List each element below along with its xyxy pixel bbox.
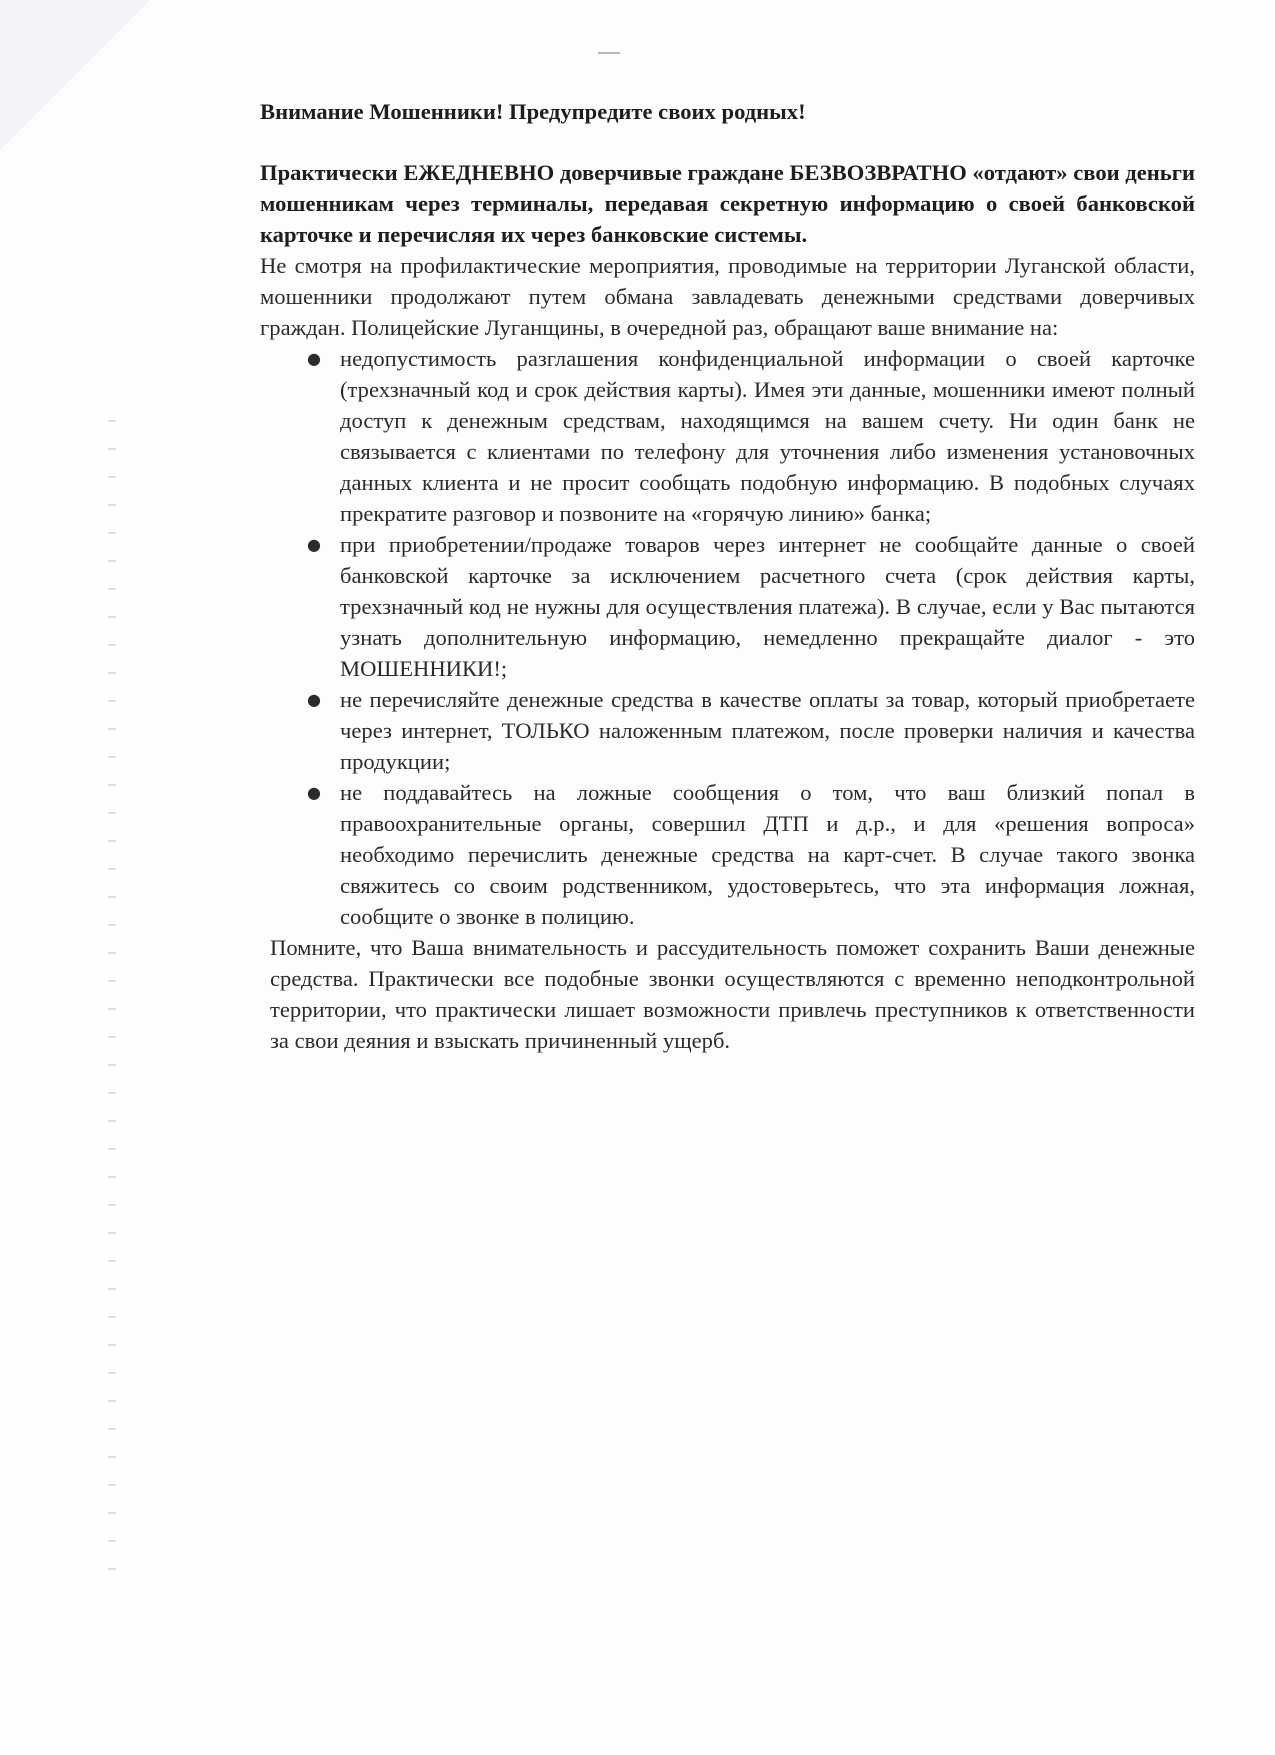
list-item-text: не поддавайтесь на ложные сообщения о том, что ваш близкий попал в правоохранительные органы, совершил ДТП и д.р., и для «решения вопроса» необходимо перечислить денежные средства на карт-счет. В случае такого звонка свяжитесь со своим родственником, удостоверьтесь, что эта информация ложная, сообщите о звонке в полицию. <box>340 780 1195 929</box>
bullet-dot-icon: ● <box>307 783 321 802</box>
folded-corner-shadow <box>0 0 150 150</box>
bullet-dot-icon: ● <box>307 349 321 368</box>
warning-list <box>260 343 1195 932</box>
bullet-dot-icon: ● <box>307 535 321 554</box>
lead-paragraph: Практически ЕЖЕДНЕВНО доверчивые граждане БЕЗВОЗВРАТНО «отдают» свои деньги мошенникам через терминалы, передавая секретную информацию о своей банковской карточке и перечисляя их через банковские системы. <box>260 160 1195 247</box>
list-item-text: не перечисляйте денежные средства в качестве оплаты за товар, который приобретаете через интернет, ТОЛЬКО наложенным платежом, после проверки наличия и качества продукции; <box>340 687 1195 774</box>
closing-paragraph: Помните, что Ваша внимательность и рассудительность поможет сохранить Ваши денежные средства. Практически все подобные звонки осуществляются с временно неподконтрольной территории, что практически лишает возможности привлечь преступников к ответственности за свои деяния и взыскать причиненный ущерб. <box>270 935 1195 1053</box>
document-heading: Внимание Мошенники! Предупредите своих родных! <box>260 99 806 124</box>
list-item <box>307 529 1195 684</box>
list-item-text: недопустимость разглашения конфиденциальной информации о своей карточке (трехзначный код и срок действия карты). Имея эти данные, мошенники имеют полный доступ к денежным средствам, находящимся на вашем счету. Ни один банк не связывается с клиентами по телефону для уточнения либо изменения установочных данных клиента и не просит сообщать подобную информацию. В подобных случаях прекратите разговор и позвоните на «горячую линию» банка; <box>340 346 1195 526</box>
scan-edge-specks <box>108 420 116 1570</box>
list-item <box>307 777 1195 932</box>
list-item-text: при приобретении/продаже товаров через интернет не сообщайте данные о своей банковской карточке за исключением расчетного счета (срок действия карты, трехзначный код не нужны для осуществления платежа). В случае, если у Вас пытаются узнать дополнительную информацию, немедленно прекращайте диалог - это МОШЕННИКИ!; <box>340 532 1195 681</box>
list-item <box>307 684 1195 777</box>
intro-paragraph: Не смотря на профилактические мероприятия, проводимые на территории Луганской области, мошенники продолжают путем обмана завладевать денежными средствами доверчивых граждан. Полицейские Луганщины, в очередной раз, обращают ваше внимание на: <box>260 253 1195 340</box>
bullet-dot-icon: ● <box>307 690 321 709</box>
scan-top-mark <box>598 52 620 54</box>
document-body <box>260 96 1195 1056</box>
list-item <box>307 343 1195 529</box>
